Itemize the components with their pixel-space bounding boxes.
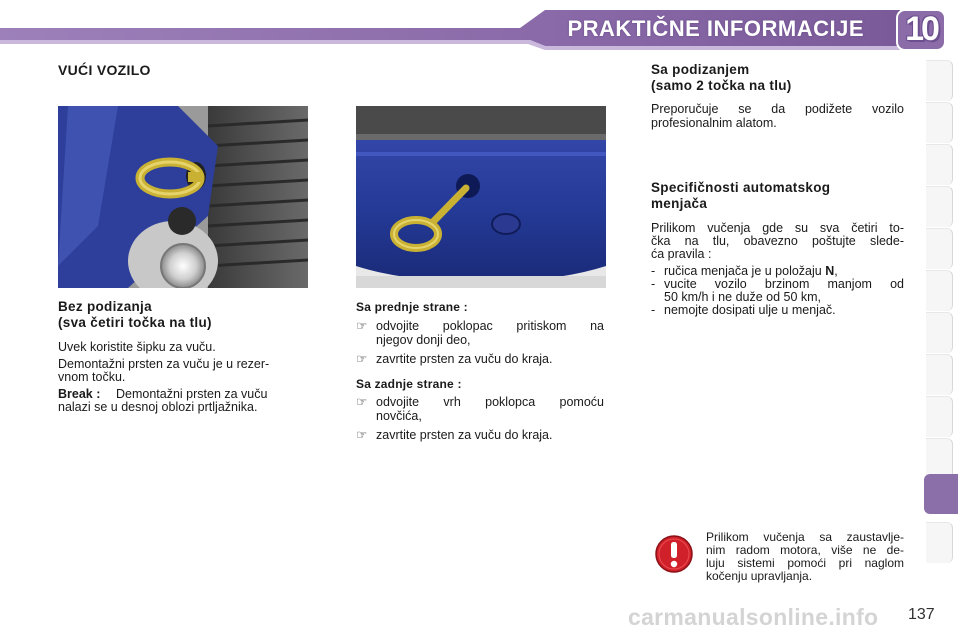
auto-intro-line3: ća pravila :	[651, 247, 712, 261]
pointing-hand-icon: ☞	[356, 428, 368, 442]
rule-1-comma: ,	[834, 264, 838, 278]
warning-line2: nim radom motora, više ne de-	[706, 543, 904, 557]
pointing-hand-icon: ☞	[356, 319, 368, 333]
chapter-number: 10	[905, 10, 937, 48]
break-text-line2: nalazi se u desnoj oblozi prtljažnika.	[58, 400, 258, 414]
no-lift-heading-line2: (sva četiri točka na tlu)	[58, 315, 212, 330]
side-tab[interactable]	[926, 270, 953, 311]
dash-marker: -	[651, 264, 656, 278]
rule-1-text: ručica menjača je u položaju	[664, 264, 826, 278]
page-number: 137	[908, 606, 935, 623]
rule-2-line1: vucite vozilo brzinom manjom od	[664, 277, 904, 291]
rear-step-1-line1: odvojite vrh poklopca pomoću	[376, 395, 604, 409]
rear-towing-eye-image	[356, 106, 606, 288]
side-tab[interactable]	[926, 228, 953, 269]
pointing-hand-icon: ☞	[356, 395, 368, 409]
rule-1-gear-letter: N	[825, 264, 835, 278]
side-tab[interactable]	[926, 396, 953, 437]
dash-marker: -	[651, 277, 656, 291]
side-tab-active[interactable]	[924, 474, 958, 514]
front-towing-eye-image	[58, 106, 308, 288]
rear-step-1-line2: novčića,	[376, 409, 422, 423]
lift-heading-line1: Sa podizanjem	[651, 62, 750, 77]
chapter-title: PRAKTIČNE INFORMACIJE	[567, 16, 864, 41]
side-tab[interactable]	[926, 522, 953, 563]
dash-marker: -	[651, 303, 656, 317]
side-tab[interactable]	[926, 354, 953, 395]
front-step-1-line2: njegov donji deo,	[376, 333, 471, 347]
no-lift-para2-line1: Demontažni prsten za vuču je u rezer-	[58, 357, 270, 371]
break-text-line1: Demontažni prsten za vuču	[116, 387, 268, 401]
rule-2-line2: 50 km/h i ne duže od 50 km,	[664, 290, 822, 304]
side-tab[interactable]	[926, 102, 953, 143]
auto-intro-line2: čka na tlu, obavezno poštujte slede-	[651, 234, 904, 248]
no-lift-para2-line2: vnom točku.	[58, 370, 126, 384]
front-side-heading: Sa prednje strane :	[356, 300, 468, 314]
warning-line4: kočenju upravljanja.	[706, 569, 813, 583]
front-step-2-line1: zavrtite prsten za vuču do kraja.	[376, 352, 553, 366]
rear-step-2-line1: zavrtite prsten za vuču do kraja.	[376, 428, 553, 442]
side-tab[interactable]	[926, 186, 953, 227]
exclamation-warning-icon	[654, 534, 694, 574]
auto-gearbox-heading-line1: Specifičnosti automatskog	[651, 180, 831, 195]
no-lift-heading-line1: Bez podizanja	[58, 299, 152, 314]
side-tab[interactable]	[926, 144, 953, 185]
rule-3-line1: nemojte dosipati ulje u menjač.	[664, 303, 836, 317]
rear-side-heading: Sa zadnje strane :	[356, 377, 462, 391]
warning-line3: luju sistemi pomoći pri naglom	[706, 556, 904, 570]
auto-intro-line1: Prilikom vučenja gde su sva četiri to-	[651, 221, 904, 235]
no-lift-para1: Uvek koristite šipku za vuču.	[58, 340, 216, 354]
warning-line1: Prilikom vučenja sa zaustavlje-	[706, 530, 904, 544]
lift-text-line1: Preporučuje se da podižete vozilo	[651, 102, 904, 116]
watermark: carmanualsonline.info	[628, 604, 879, 630]
side-tab-strip	[926, 60, 960, 580]
section-title: VUĆI VOZILO	[58, 62, 151, 78]
lift-heading-line2: (samo 2 točka na tlu)	[651, 78, 792, 93]
break-label: Break :	[58, 387, 101, 401]
side-tab[interactable]	[926, 60, 953, 101]
front-step-1-line1: odvojite poklopac pritiskom na	[376, 319, 604, 333]
side-tab[interactable]	[926, 438, 953, 479]
auto-gearbox-heading-line2: menjača	[651, 196, 708, 211]
lift-text-line2: profesionalnim alatom.	[651, 116, 777, 130]
pointing-hand-icon: ☞	[356, 352, 368, 366]
side-tab[interactable]	[926, 312, 953, 353]
